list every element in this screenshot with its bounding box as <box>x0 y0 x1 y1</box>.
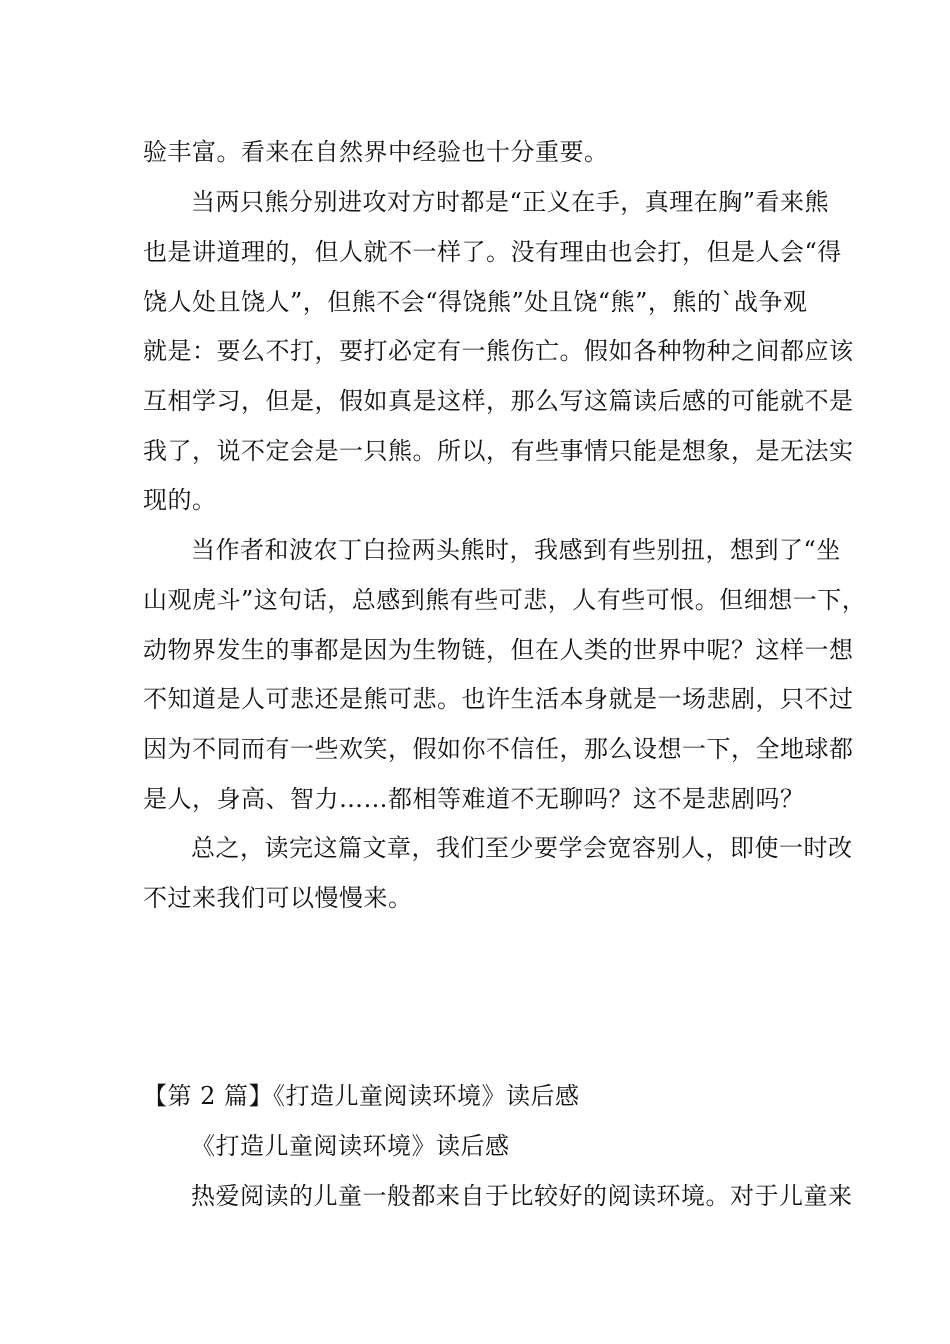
text-line: 也是讲道理的，但人就不一样了。没有理由也会打，但是人会“得 <box>143 238 842 266</box>
text-line: 验丰富。看来在自然界中经验也十分重要。 <box>143 138 609 166</box>
text-line: 不知道是人可悲还是熊可悲。也许生活本身就是一场悲剧，只不过 <box>143 685 854 713</box>
article-title: 《打造儿童阅读环境》读后感 <box>191 1132 510 1160</box>
text-line: 山观虎斗”这句话，总感到熊有些可悲，人有些可恨。但细想一下， <box>143 586 867 614</box>
text-line: 就是：要么不打，要打必定有一熊伤亡。假如各种物种之间都应该 <box>143 337 854 365</box>
paragraph-start-line: 当作者和波农丁白捡两头熊时，我感到有些别扭，想到了“坐 <box>191 536 841 564</box>
text-line: 是人，身高、智力……都相等难道不无聊吗？这不是悲剧吗？ <box>143 785 805 813</box>
text-line: 饶人处且饶人”，但熊不会“得饶熊”处且饶“熊”，熊的`战争观 <box>143 288 808 316</box>
text-line: 我了，说不定会是一只熊。所以，有些事情只能是想象，是无法实 <box>143 437 854 465</box>
text-line: 因为不同而有一些欢笑，假如你不信任，那么设想一下，全地球都 <box>143 735 854 763</box>
text-line: 动物界发生的事都是因为生物链，但在人类的世界中呢？这样一想 <box>143 636 854 664</box>
text-line: 互相学习，但是，假如真是这样，那么写这篇读后感的可能就不是 <box>143 387 854 415</box>
paragraph-start-line: 总之，读完这篇文章，我们至少要学会宽容别人，即使一时改 <box>191 834 853 862</box>
text-line: 现的。 <box>143 486 217 514</box>
text-line: 不过来我们可以慢慢来。 <box>143 884 413 912</box>
section-heading: 【第 2 篇】《打造儿童阅读环境》读后感 <box>143 1082 580 1110</box>
paragraph-start-line: 热爱阅读的儿童一般都来自于比较好的阅读环境。对于儿童来 <box>191 1182 853 1210</box>
paragraph-start-line: 当两只熊分别进攻对方时都是“正义在手，真理在胸”看来熊 <box>191 188 830 216</box>
